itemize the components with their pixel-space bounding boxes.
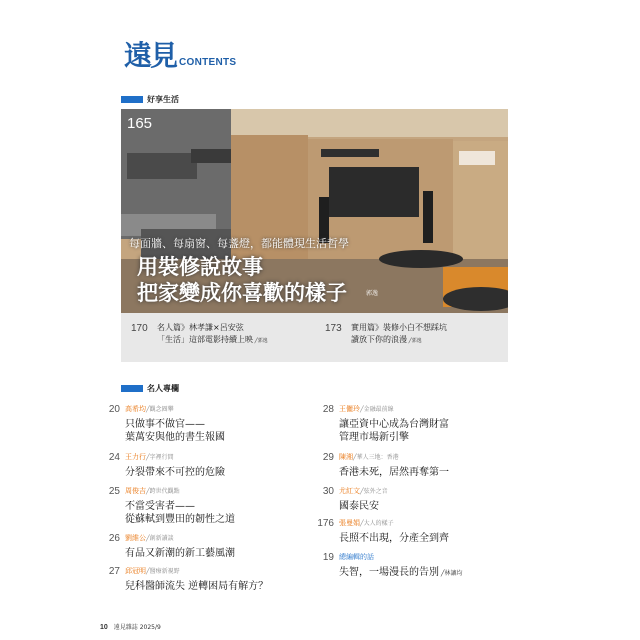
entry-author: 周俊吉 <box>125 487 146 495</box>
entry-author: 王力行 <box>125 453 146 461</box>
entry-page: 24 <box>108 452 120 463</box>
entry-author: 高希均 <box>125 405 146 413</box>
entry-author: 陳湘 <box>339 453 353 461</box>
feature-title-line2: 把家變成你喜歡的樣子 <box>137 281 347 305</box>
entry-column: 創新讀談 <box>149 535 174 542</box>
entry-title: 香港未死，居然再奪第一 <box>339 467 449 478</box>
entry-author: 王儷玲 <box>339 405 360 413</box>
entry-title: 讓亞資中心成為台灣財富 <box>339 419 449 430</box>
entry-column: 華人三地：香港 <box>356 454 399 461</box>
entry-title: 國泰民安 <box>339 501 379 512</box>
entry-page: 176 <box>317 518 334 529</box>
section-bar <box>121 385 143 392</box>
sub-article-line: 實用篇》裝修小白不想踩坑 <box>351 323 447 332</box>
sub-article-credit: 郭逸 <box>411 338 422 344</box>
section-bar <box>121 96 143 103</box>
entry-author: 劉維公 <box>125 534 146 542</box>
feature-sub-articles <box>121 313 508 362</box>
feature-subtitle: 每面牆、每扇窗、每盞燈，都能體現生活哲學 <box>129 237 349 250</box>
feature-credit: 郭逸 <box>366 290 379 297</box>
feature-hero[interactable] <box>121 109 508 362</box>
page-footer <box>100 622 161 631</box>
entry-page: 29 <box>322 452 334 463</box>
sub-article-line: 讀放下你的浪漫 <box>351 335 407 344</box>
entry-title: 長照不出現，分產全到齊 <box>339 533 449 544</box>
section-header-lifestyle <box>121 92 179 106</box>
feature-page-number: 165 <box>127 115 153 132</box>
entry-column: 金融最前線 <box>363 406 394 413</box>
contents-label: CONTENTS <box>179 57 237 68</box>
entry-title: 分裂帶來不可控的危險 <box>125 467 225 478</box>
footer-page-number: 10 <box>100 624 108 631</box>
sub-article-170[interactable]: 名人篇》林孝謙×呂安弦 「生活」這部電影持續上映 ╱郭逸 <box>157 323 268 344</box>
section-title: 好享生活 <box>147 94 179 104</box>
sub-article-page: 170 <box>131 323 148 334</box>
entry-page: 20 <box>108 404 120 415</box>
entry-title: 只做事不做官—— <box>125 419 205 430</box>
section-title: 名人專欄 <box>147 383 179 393</box>
section-header-columns <box>121 381 179 395</box>
entry-column: 觀念圈攀 <box>149 406 174 413</box>
footer-issue: 遠見雜誌 2025/9 <box>113 624 161 631</box>
entry-page: 19 <box>322 552 334 563</box>
entry-title: 管理市場新引擎 <box>339 432 409 443</box>
entry-column: 醫療新視野 <box>149 568 180 575</box>
entry-column: 大人的樣子 <box>363 520 394 527</box>
entry-author: 邱冠明 <box>125 567 146 575</box>
sub-article-credit: 郭逸 <box>257 338 268 344</box>
sub-article-line: 名人篇》林孝謙×呂安弦 <box>157 323 244 332</box>
entry-column: 弦外之音 <box>363 488 388 495</box>
entry-author: 尤紅文 <box>339 487 360 495</box>
entry-author: 張曼娟 <box>339 519 360 527</box>
entry-title: 不當受害者—— <box>125 501 195 512</box>
entry-author: 總編輯的話 <box>339 553 374 561</box>
entry-column: 字裡行間 <box>149 454 174 461</box>
entry-page: 27 <box>108 566 120 577</box>
entry-column: 跨世代觀點 <box>149 488 180 495</box>
magazine-logo: 遠見 <box>124 39 177 72</box>
entry-title: 葉萬安與他的書生報國 <box>125 432 225 443</box>
entry-title: 失智，一場漫長的告別 <box>339 567 439 578</box>
entry-title: 有品又新潮的新工藝風潮 <box>125 548 235 559</box>
sub-article-line: 「生活」這部電影持續上映 <box>157 335 253 344</box>
entry-title: 兒科醫師流失 逆轉困局有解方？ <box>125 581 269 592</box>
entry-page: 30 <box>322 486 334 497</box>
feature-title-line1: 用裝修說故事 <box>137 255 263 279</box>
entry-title: 從蘇軾到豐田的韌性之道 <box>125 514 235 525</box>
entry-page: 28 <box>322 404 334 415</box>
entry-credit: 林讓均 <box>444 570 463 577</box>
sub-article-page: 173 <box>325 323 342 334</box>
sub-article-173[interactable]: 實用篇》裝修小白不想踩坑 讀放下你的浪漫 ╱郭逸 <box>351 323 447 344</box>
entry-page: 26 <box>108 533 120 544</box>
entry-page: 25 <box>108 486 120 497</box>
